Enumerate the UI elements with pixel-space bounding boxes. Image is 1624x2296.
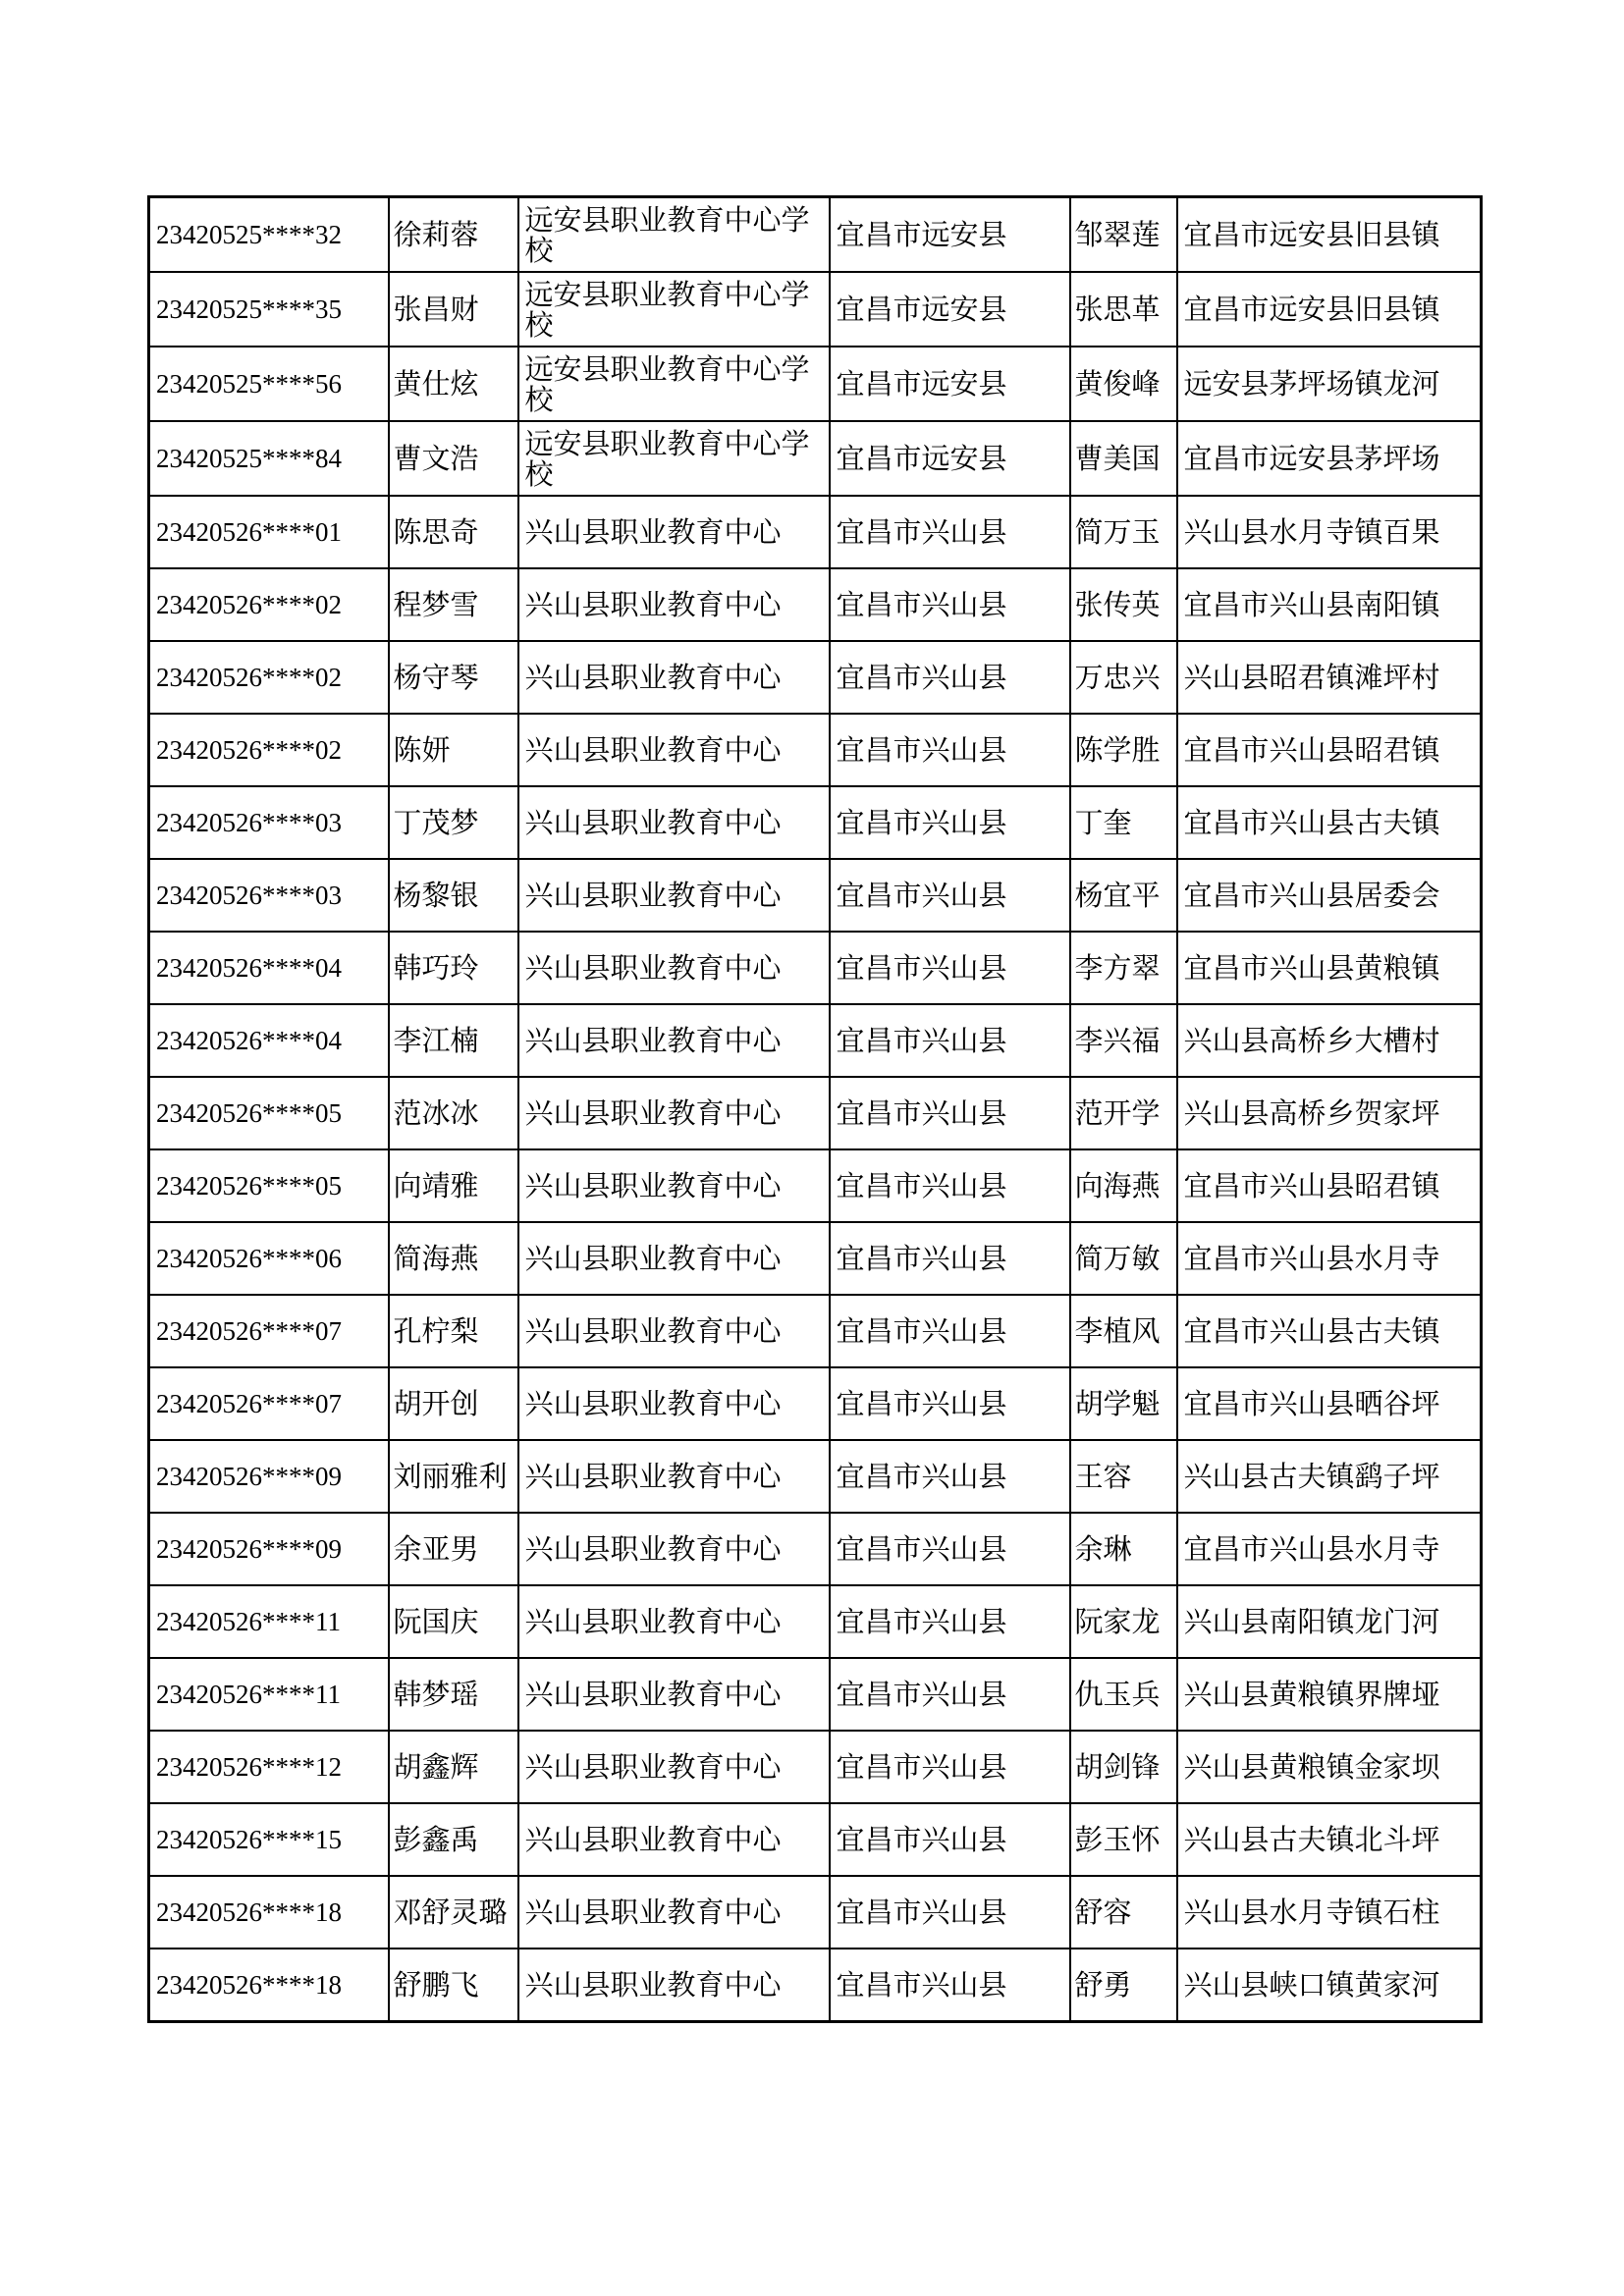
guardian-cell: 丁奎 [1070, 786, 1177, 859]
table-row [149, 1077, 1482, 1149]
guardian-cell: 李方翠 [1070, 932, 1177, 1004]
region-cell: 宜昌市兴山县 [830, 496, 1070, 568]
region-cell: 宜昌市兴山县 [830, 641, 1070, 714]
table-row [149, 859, 1482, 932]
region-cell: 宜昌市兴山县 [830, 1440, 1070, 1513]
name-cell: 杨黎银 [389, 859, 518, 932]
address-cell: 宜昌市兴山县黄粮镇 [1177, 932, 1482, 1004]
school-cell: 兴山县职业教育中心 [518, 1149, 830, 1222]
school-cell: 兴山县职业教育中心 [518, 1731, 830, 1803]
table-row [149, 641, 1482, 714]
id-cell: 23420526****06 [149, 1222, 389, 1295]
table-row [149, 1949, 1482, 2022]
school-cell: 远安县职业教育中心学校 [518, 421, 830, 496]
table-row [149, 1440, 1482, 1513]
table-row [149, 1803, 1482, 1876]
id-cell: 23420526****11 [149, 1658, 389, 1731]
address-cell: 兴山县黄粮镇界牌垭 [1177, 1658, 1482, 1731]
table-row [149, 1513, 1482, 1585]
name-cell: 邓舒灵璐 [389, 1876, 518, 1949]
address-cell: 宜昌市兴山县南阳镇 [1177, 568, 1482, 641]
address-cell: 兴山县峡口镇黄家河 [1177, 1949, 1482, 2022]
name-cell: 杨守琴 [389, 641, 518, 714]
table-row [149, 1731, 1482, 1803]
id-cell: 23420526****09 [149, 1513, 389, 1585]
table-row [149, 421, 1482, 496]
name-cell: 余亚男 [389, 1513, 518, 1585]
id-cell: 23420525****56 [149, 347, 389, 421]
region-cell: 宜昌市兴山县 [830, 932, 1070, 1004]
records-body [149, 197, 1482, 2022]
table-row [149, 347, 1482, 421]
name-cell: 孔柠梨 [389, 1295, 518, 1367]
id-cell: 23420526****04 [149, 932, 389, 1004]
guardian-cell: 胡剑锋 [1070, 1731, 1177, 1803]
id-cell: 23420526****02 [149, 641, 389, 714]
address-cell: 兴山县高桥乡贺家坪 [1177, 1077, 1482, 1149]
guardian-cell: 曹美国 [1070, 421, 1177, 496]
region-cell: 宜昌市兴山县 [830, 786, 1070, 859]
address-cell: 宜昌市兴山县古夫镇 [1177, 786, 1482, 859]
school-cell: 兴山县职业教育中心 [518, 1658, 830, 1731]
address-cell: 兴山县黄粮镇金家坝 [1177, 1731, 1482, 1803]
table-row [149, 197, 1482, 273]
name-cell: 陈思奇 [389, 496, 518, 568]
id-cell: 23420526****18 [149, 1949, 389, 2022]
name-cell: 程梦雪 [389, 568, 518, 641]
region-cell: 宜昌市兴山县 [830, 568, 1070, 641]
address-cell: 兴山县水月寺镇百果 [1177, 496, 1482, 568]
school-cell: 远安县职业教育中心学校 [518, 347, 830, 421]
address-cell: 兴山县南阳镇龙门河 [1177, 1585, 1482, 1658]
id-cell: 23420526****02 [149, 714, 389, 786]
school-cell: 兴山县职业教育中心 [518, 496, 830, 568]
address-cell: 宜昌市兴山县居委会 [1177, 859, 1482, 932]
id-cell: 23420526****05 [149, 1077, 389, 1149]
address-cell: 宜昌市兴山县水月寺 [1177, 1222, 1482, 1295]
school-cell: 兴山县职业教育中心 [518, 1222, 830, 1295]
region-cell: 宜昌市兴山县 [830, 1222, 1070, 1295]
id-cell: 23420526****15 [149, 1803, 389, 1876]
name-cell: 简海燕 [389, 1222, 518, 1295]
id-cell: 23420526****09 [149, 1440, 389, 1513]
school-cell: 兴山县职业教育中心 [518, 859, 830, 932]
name-cell: 韩梦瑶 [389, 1658, 518, 1731]
id-cell: 23420525****32 [149, 197, 389, 273]
name-cell: 舒鹏飞 [389, 1949, 518, 2022]
guardian-cell: 舒容 [1070, 1876, 1177, 1949]
name-cell: 韩巧玲 [389, 932, 518, 1004]
region-cell: 宜昌市兴山县 [830, 1149, 1070, 1222]
guardian-cell: 彭玉怀 [1070, 1803, 1177, 1876]
id-cell: 23420525****35 [149, 272, 389, 347]
name-cell: 黄仕炫 [389, 347, 518, 421]
region-cell: 宜昌市兴山县 [830, 1658, 1070, 1731]
table-row [149, 496, 1482, 568]
region-cell: 宜昌市兴山县 [830, 1077, 1070, 1149]
school-cell: 兴山县职业教育中心 [518, 786, 830, 859]
table-row [149, 1004, 1482, 1077]
id-cell: 23420526****18 [149, 1876, 389, 1949]
id-cell: 23420526****11 [149, 1585, 389, 1658]
name-cell: 范冰冰 [389, 1077, 518, 1149]
id-cell: 23420525****84 [149, 421, 389, 496]
guardian-cell: 舒勇 [1070, 1949, 1177, 2022]
address-cell: 宜昌市远安县茅坪场 [1177, 421, 1482, 496]
table-row [149, 568, 1482, 641]
address-cell: 兴山县昭君镇滩坪村 [1177, 641, 1482, 714]
guardian-cell: 张传英 [1070, 568, 1177, 641]
id-cell: 23420526****04 [149, 1004, 389, 1077]
region-cell: 宜昌市兴山县 [830, 1513, 1070, 1585]
id-cell: 23420526****01 [149, 496, 389, 568]
table-row [149, 932, 1482, 1004]
region-cell: 宜昌市兴山县 [830, 859, 1070, 932]
name-cell: 张昌财 [389, 272, 518, 347]
region-cell: 宜昌市兴山县 [830, 1803, 1070, 1876]
region-cell: 宜昌市兴山县 [830, 1585, 1070, 1658]
school-cell: 兴山县职业教育中心 [518, 641, 830, 714]
records-table [147, 195, 1483, 2023]
address-cell: 宜昌市兴山县昭君镇 [1177, 1149, 1482, 1222]
school-cell: 兴山县职业教育中心 [518, 1440, 830, 1513]
id-cell: 23420526****03 [149, 859, 389, 932]
guardian-cell: 万忠兴 [1070, 641, 1177, 714]
school-cell: 兴山县职业教育中心 [518, 1876, 830, 1949]
school-cell: 兴山县职业教育中心 [518, 714, 830, 786]
id-cell: 23420526****02 [149, 568, 389, 641]
table-row [149, 786, 1482, 859]
id-cell: 23420526****12 [149, 1731, 389, 1803]
table-row [149, 1585, 1482, 1658]
school-cell: 远安县职业教育中心学校 [518, 272, 830, 347]
guardian-cell: 简万玉 [1070, 496, 1177, 568]
guardian-cell: 杨宜平 [1070, 859, 1177, 932]
address-cell: 兴山县高桥乡大槽村 [1177, 1004, 1482, 1077]
name-cell: 曹文浩 [389, 421, 518, 496]
guardian-cell: 向海燕 [1070, 1149, 1177, 1222]
id-cell: 23420526****03 [149, 786, 389, 859]
region-cell: 宜昌市兴山县 [830, 1731, 1070, 1803]
guardian-cell: 王容 [1070, 1440, 1177, 1513]
guardian-cell: 胡学魁 [1070, 1367, 1177, 1440]
guardian-cell: 李植风 [1070, 1295, 1177, 1367]
id-cell: 23420526****07 [149, 1367, 389, 1440]
address-cell: 兴山县古夫镇鹞子坪 [1177, 1440, 1482, 1513]
address-cell: 兴山县古夫镇北斗坪 [1177, 1803, 1482, 1876]
school-cell: 兴山县职业教育中心 [518, 1295, 830, 1367]
name-cell: 向靖雅 [389, 1149, 518, 1222]
guardian-cell: 陈学胜 [1070, 714, 1177, 786]
region-cell: 宜昌市远安县 [830, 197, 1070, 273]
guardian-cell: 阮家龙 [1070, 1585, 1177, 1658]
address-cell: 宜昌市远安县旧县镇 [1177, 272, 1482, 347]
table-row [149, 1149, 1482, 1222]
table-row [149, 1658, 1482, 1731]
address-cell: 宜昌市兴山县昭君镇 [1177, 714, 1482, 786]
table-row [149, 1367, 1482, 1440]
school-cell: 兴山县职业教育中心 [518, 1077, 830, 1149]
school-cell: 远安县职业教育中心学校 [518, 197, 830, 273]
region-cell: 宜昌市兴山县 [830, 1367, 1070, 1440]
region-cell: 宜昌市兴山县 [830, 1876, 1070, 1949]
school-cell: 兴山县职业教育中心 [518, 1004, 830, 1077]
region-cell: 宜昌市兴山县 [830, 1295, 1070, 1367]
table-row [149, 1295, 1482, 1367]
school-cell: 兴山县职业教育中心 [518, 932, 830, 1004]
address-cell: 宜昌市兴山县水月寺 [1177, 1513, 1482, 1585]
name-cell: 陈妍 [389, 714, 518, 786]
name-cell: 胡鑫辉 [389, 1731, 518, 1803]
name-cell: 丁茂梦 [389, 786, 518, 859]
name-cell: 刘丽雅利 [389, 1440, 518, 1513]
region-cell: 宜昌市远安县 [830, 347, 1070, 421]
address-cell: 兴山县水月寺镇石柱 [1177, 1876, 1482, 1949]
school-cell: 兴山县职业教育中心 [518, 1949, 830, 2022]
name-cell: 彭鑫禹 [389, 1803, 518, 1876]
region-cell: 宜昌市兴山县 [830, 1949, 1070, 2022]
name-cell: 阮国庆 [389, 1585, 518, 1658]
name-cell: 徐莉蓉 [389, 197, 518, 273]
guardian-cell: 李兴福 [1070, 1004, 1177, 1077]
school-cell: 兴山县职业教育中心 [518, 1513, 830, 1585]
id-cell: 23420526****05 [149, 1149, 389, 1222]
guardian-cell: 黄俊峰 [1070, 347, 1177, 421]
address-cell: 远安县茅坪场镇龙河 [1177, 347, 1482, 421]
school-cell: 兴山县职业教育中心 [518, 1585, 830, 1658]
school-cell: 兴山县职业教育中心 [518, 568, 830, 641]
school-cell: 兴山县职业教育中心 [518, 1803, 830, 1876]
address-cell: 宜昌市兴山县晒谷坪 [1177, 1367, 1482, 1440]
guardian-cell: 简万敏 [1070, 1222, 1177, 1295]
table-row [149, 714, 1482, 786]
table-row [149, 272, 1482, 347]
table-row [149, 1222, 1482, 1295]
name-cell: 胡开创 [389, 1367, 518, 1440]
guardian-cell: 范开学 [1070, 1077, 1177, 1149]
address-cell: 宜昌市远安县旧县镇 [1177, 197, 1482, 273]
region-cell: 宜昌市远安县 [830, 421, 1070, 496]
region-cell: 宜昌市兴山县 [830, 1004, 1070, 1077]
name-cell: 李江楠 [389, 1004, 518, 1077]
guardian-cell: 张思革 [1070, 272, 1177, 347]
id-cell: 23420526****07 [149, 1295, 389, 1367]
region-cell: 宜昌市兴山县 [830, 714, 1070, 786]
table-row [149, 1876, 1482, 1949]
address-cell: 宜昌市兴山县古夫镇 [1177, 1295, 1482, 1367]
guardian-cell: 仇玉兵 [1070, 1658, 1177, 1731]
guardian-cell: 余琳 [1070, 1513, 1177, 1585]
school-cell: 兴山县职业教育中心 [518, 1367, 830, 1440]
region-cell: 宜昌市远安县 [830, 272, 1070, 347]
guardian-cell: 邹翠莲 [1070, 197, 1177, 273]
